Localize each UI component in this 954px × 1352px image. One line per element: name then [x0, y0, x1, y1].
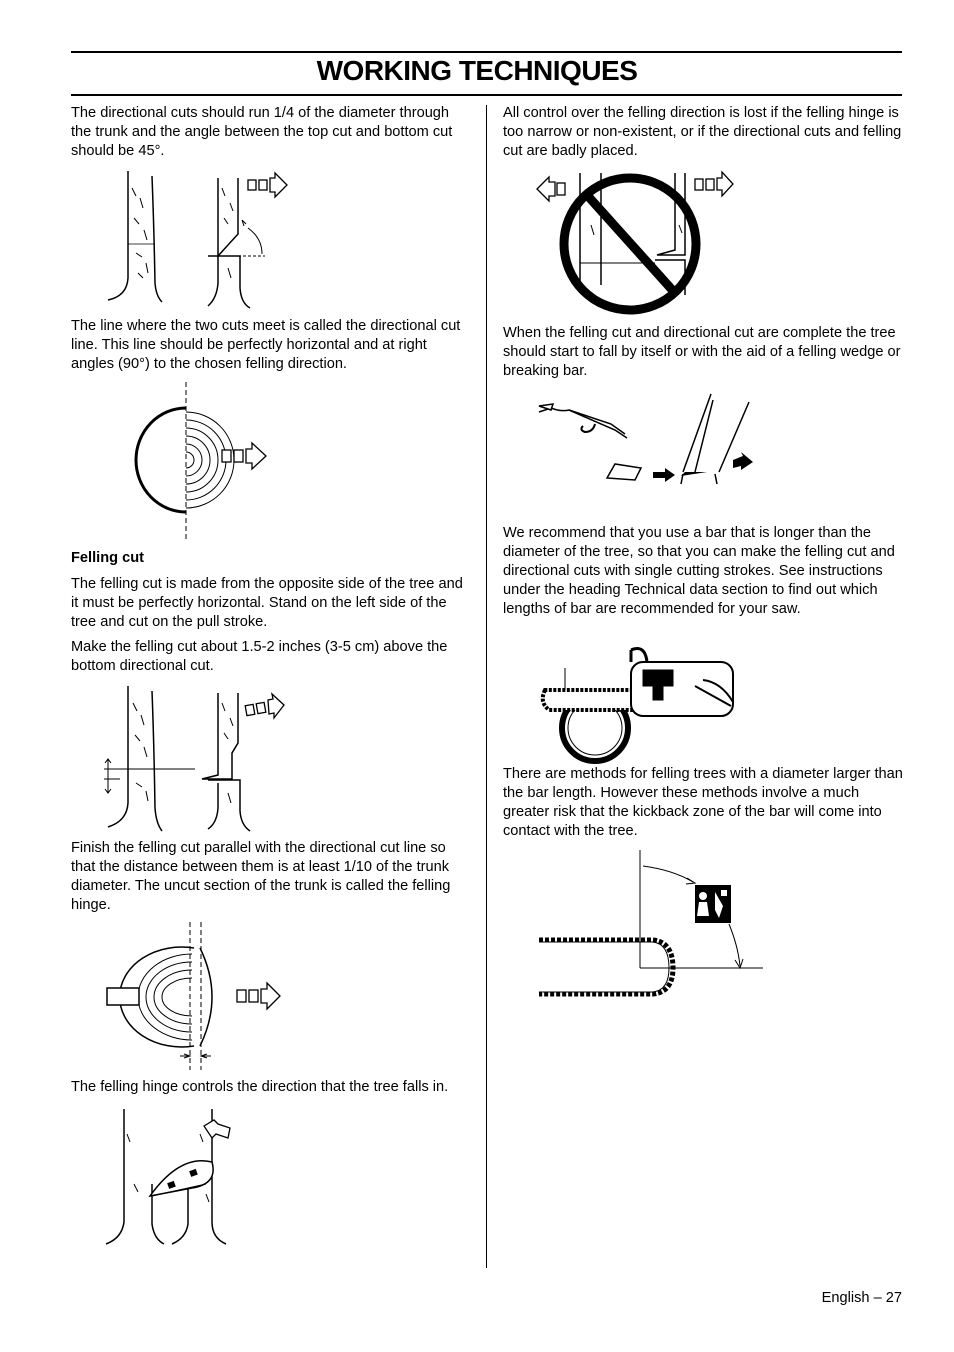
felling-hinge-paragraph: Finish the felling cut parallel with the directional cut line so that the distance between them is at least 1/10 of the trunk diameter. The uncut section of the trunk is called the felling hinge. — [71, 840, 451, 913]
tree-should-fall-paragraph: When the felling cut and directional cut are complete the tree should start to fall by itself or with the aid of a felling wedge or breaking bar. — [503, 325, 901, 379]
bar-length-recommendation-paragraph: We recommend that you use a bar that is longer than the diameter of the tree, so that you can make the felling cut and directional cuts with single cutting strokes. See instructions under the heading Technical data section to find out which lengths of bar are recommended for your saw. — [503, 525, 895, 617]
column-divider — [486, 105, 487, 1268]
felling-wedge-breaking-bar-illustration — [535, 388, 765, 488]
felling-cut-paragraph: The felling cut is made from the opposite side of the tree and it must be perfectly horizontal. Stand on the left side of the tree and cut on the pull stroke. — [71, 576, 463, 630]
falling-tree-hinge-illustration — [100, 1104, 260, 1249]
directional-cuts-paragraph: The directional cuts should run 1/4 of the diameter through the trunk and the angle between the top cut and bottom cut should be 45°. — [71, 105, 453, 159]
larger-diameter-risk-paragraph: There are methods for felling trees with a diameter larger than the bar length. However these methods involve a much greater risk that the kickback zone of the bar will come into contact with the tree. — [503, 766, 903, 839]
incorrect-cut-prohibited-illustration — [535, 165, 735, 320]
felling-cut-height-paragraph: Make the felling cut about 1.5-2 inches (3-5 cm) above the bottom directional cut. — [71, 639, 448, 674]
directional-cut-line-paragraph: The line where the two cuts meet is called the directional cut line. This line should be perfectly horizontal and at right angles (90°) to the chosen felling direction. — [71, 318, 461, 372]
title-underline — [71, 94, 902, 96]
kickback-zone-illustration — [535, 850, 770, 1005]
top-rule — [71, 51, 902, 53]
felling-cut-illustration — [100, 683, 300, 835]
felling-cut-heading: Felling cut — [71, 550, 144, 566]
felling-hinge-direction-paragraph: The felling hinge controls the direction that the tree falls in. — [71, 1079, 449, 1095]
page-footer: English – 27 — [821, 1290, 902, 1306]
chainsaw-bar-longer-than-tree-illustration — [535, 640, 745, 765]
control-lost-paragraph: All control over the felling direction is lost if the felling hinge is too narrow or non-existent, or if the directional cuts and felling cut are badly placed. — [503, 105, 902, 159]
directional-cut-illustration — [100, 168, 300, 313]
page-title: WORKING TECHNIQUES — [316, 55, 638, 86]
stump-cross-section-illustration — [100, 382, 280, 542]
felling-hinge-cross-section-illustration — [100, 918, 290, 1073]
